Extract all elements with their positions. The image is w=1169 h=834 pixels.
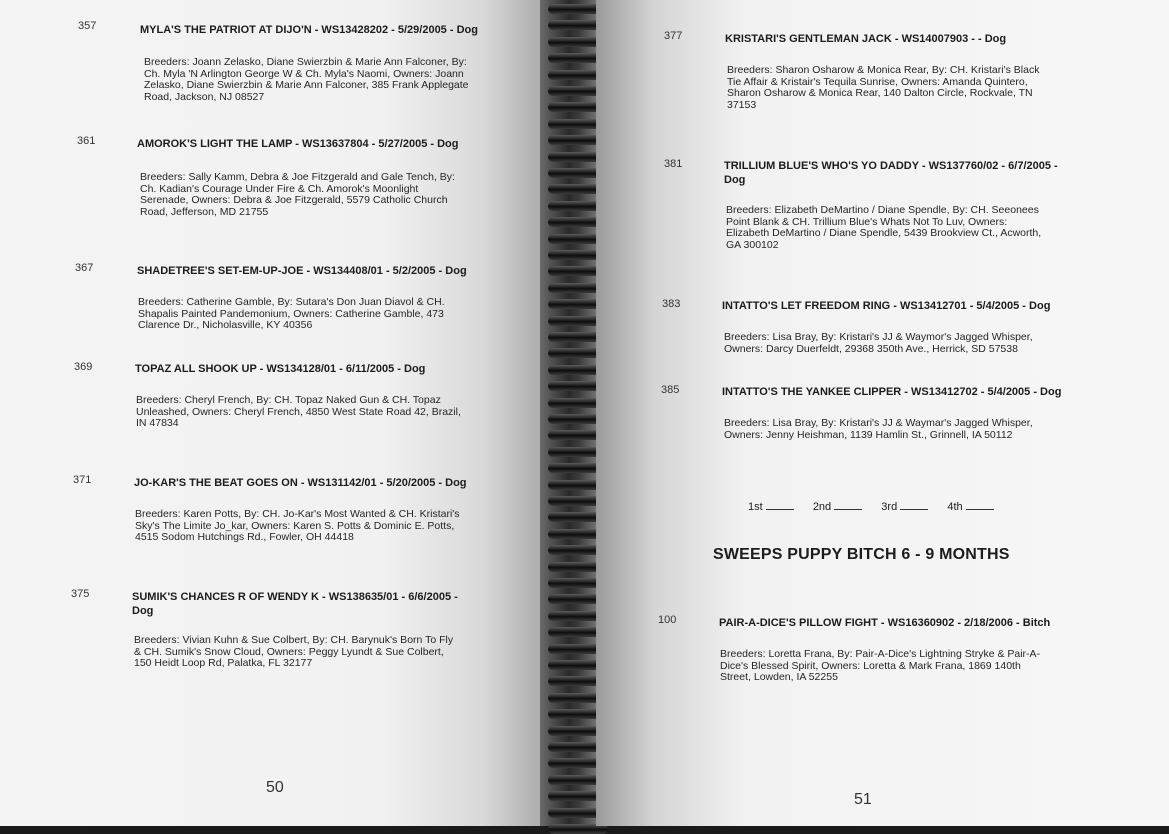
detail-line: Breeders: Cheryl French, By: CH. Topaz Naked Gun & CH. Topaz — [136, 394, 441, 406]
detail-line: Point Blank & CH. Trillium Blue's Whats Not To Luv, Owners: — [726, 215, 1008, 228]
detail-line: Breeders: Elizabeth DeMartino / Diane Spendle, By: CH. Seeonees — [726, 204, 1039, 216]
page-number: 51 — [854, 791, 872, 808]
entry-title: TOPAZ ALL SHOOK UP - WS134128/01 - 6/11/2005 - Dog — [135, 363, 426, 375]
detail-line: Ch. Myla 'N Arlington George W & Ch. Myla's Naomi, Owners: Joann — [144, 67, 464, 80]
entry-title: PAIR-A-DICE'S PILLOW FIGHT - WS16360902 - 2/18/2006 - Bitch — [719, 617, 1051, 629]
detail-line: 4515 Sodom Hutchings Rd., Fowler, OH 44418 — [135, 531, 354, 544]
detail-line: 150 Heidt Loop Rd, Palatka, FL 32177 — [134, 657, 313, 670]
detail-line: Breeders: Karen Potts, By: CH. Jo-Kar's Most Wanted & CH. Kristari's — [135, 508, 460, 520]
entry-number: 375 — [71, 588, 90, 600]
detail-line: Breeders: Vivian Kuhn & Sue Colbert, By: CH. Barynuk's Born To Fly — [134, 634, 454, 646]
detail-line: Owners: Jenny Heishman, 1139 Hamlin St., Grinnell, IA 50112 — [724, 428, 1013, 441]
detail-line: & CH. Sumik's Snow Cloud, Owners: Peggy Lyundt & Sue Colbert, — [134, 645, 444, 658]
entry-details — [138, 297, 498, 332]
entry-number: 369 — [74, 361, 93, 373]
detail-line: 37153 — [727, 98, 757, 111]
entry-title: INTATTO'S LET FREEDOM RING - WS13412701 - 5/4/2005 - Dog — [722, 300, 1051, 312]
detail-line: Street, Lowden, IA 52255 — [720, 671, 838, 684]
detail-line: Sky's The Limite Jo_kar, Owners: Karen S. Potts & Dominic E. Potts, — [135, 519, 455, 532]
detail-line: GA 300102 — [726, 238, 779, 251]
left-page — [0, 0, 548, 826]
detail-line: Owners: Darcy Duerfeldt, 29368 350th Ave., Herrick, SD 57538 — [724, 342, 1018, 355]
entry-details — [720, 649, 1100, 684]
placings-line — [748, 499, 994, 513]
detail-line: IN 47834 — [136, 417, 179, 430]
title-line: Dog — [724, 174, 746, 186]
entry-title: SHADETREE'S SET-EM-UP-JOE - WS134408/01 - 5/2/2005 - Dog — [137, 265, 467, 277]
detail-line: Road, Jefferson, MD 21755 — [140, 205, 269, 218]
entry-details — [724, 332, 1104, 355]
detail-line: Shapalis Painted Pandemonium, Owners: Catherine Gamble, 473 — [138, 307, 444, 320]
placing-blank — [900, 499, 928, 510]
detail-line: Dice's Blessed Spirit, Owners: Loretta & Mark Frana, 1869 140th — [720, 659, 1021, 672]
entry-number: 100 — [658, 614, 677, 626]
entry-number: 361 — [77, 135, 96, 147]
entry-details — [136, 395, 496, 430]
entry-number: 383 — [662, 298, 681, 310]
placing-third-label: 3rd — [881, 501, 898, 513]
placing-blank — [966, 499, 994, 510]
entry-details — [724, 418, 1104, 441]
title-line: TRILLIUM BLUE'S WHO'S YO DADDY - WS137760/02 - 6/7/2005 - — [724, 160, 1058, 172]
detail-line: Unleashed, Owners: Cheryl French, 4850 West State Road 42, Brazil, — [136, 405, 461, 418]
entry-details — [135, 509, 495, 544]
entry-number: 377 — [664, 30, 683, 42]
entry-number: 371 — [73, 474, 92, 486]
detail-line: Zelasko, Diane Swierzbin & Marie Ann Falconer, 385 Frank Applegate — [144, 79, 469, 92]
detail-line: Tie Affair & Kristair's Tequila Sunrise, Owners: Amanda Quintero, — [727, 75, 1028, 88]
entry-details — [144, 57, 504, 103]
detail-line: Breeders: Sally Kamm, Debra & Joe Fitzgerald and Gale Tench, By: — [140, 171, 455, 183]
entry-number: 367 — [75, 262, 94, 274]
detail-line: Breeders: Joann Zelasko, Diane Swierzbin & Marie Ann Falconer, By: — [144, 56, 467, 68]
entry-title — [724, 159, 1104, 187]
detail-line: Ch. Kadian's Courage Under Fire & Ch. Amorok's Moonlight — [140, 182, 419, 195]
right-page — [596, 0, 1169, 826]
detail-line: Breeders: Sharon Osharow & Monica Rear, By: CH. Kristari's Black — [727, 64, 1040, 76]
entry-number: 357 — [78, 20, 97, 32]
detail-line: Serenade, Owners: Debra & Joe Fitzgerald, 5579 Catholic Church — [140, 194, 448, 207]
detail-line: Breeders: Loretta Frana, By: Pair-A-Dice's Lightning Stryke & Pair-A- — [720, 648, 1041, 660]
entry-number: 381 — [664, 158, 683, 170]
entry-title: KRISTARI'S GENTLEMAN JACK - WS14007903 - - Dog — [725, 33, 1007, 45]
detail-line: Sharon Osharow & Monica Rear, 140 Dalton Circle, Rockvale, TN — [727, 87, 1033, 100]
placing-blank — [834, 499, 862, 510]
title-line: SUMIK'S CHANCES R OF WENDY K - WS138635/01 - 6/6/2005 - — [132, 591, 458, 603]
placing-second-label: 2nd — [812, 501, 832, 513]
class-heading: SWEEPS PUPPY BITCH 6 - 9 MONTHS — [713, 546, 1010, 563]
placing-blank — [766, 499, 794, 510]
entry-number: 385 — [661, 384, 680, 396]
detail-line: Breeders: Catherine Gamble, By: Sutara's Don Juan Diavol & CH. — [138, 296, 445, 308]
entry-details — [727, 65, 1087, 111]
entry-details — [726, 205, 1106, 251]
placing-first-label: 1st — [748, 501, 763, 513]
title-line: Dog — [132, 605, 154, 617]
entry-details — [140, 172, 500, 218]
page-number: 50 — [266, 779, 284, 796]
entry-title: JO-KAR'S THE BEAT GOES ON - WS131142/01 - 5/20/2005 - Dog — [134, 477, 467, 489]
placing-fourth-label: 4th — [947, 501, 963, 513]
entry-title — [132, 590, 512, 618]
detail-line: Breeders: Lisa Bray, By: Kristari's JJ & Waymor's Jagged Whisper, — [724, 331, 1033, 343]
detail-line: Elizabeth DeMartino / Diane Spendle, 5439 Brookview Ct., Acworth, — [726, 227, 1042, 240]
entry-details — [134, 635, 494, 670]
detail-line: Road, Jackson, NJ 08527 — [144, 90, 265, 103]
entry-title: AMOROK'S LIGHT THE LAMP - WS13637804 - 5/27/2005 - Dog — [137, 138, 459, 150]
entry-title: INTATTO'S THE YANKEE CLIPPER - WS13412702 - 5/4/2005 - Dog — [722, 386, 1062, 398]
entry-title: MYLA'S THE PATRIOT AT DIJO'N - WS13428202 - 5/29/2005 - Dog — [140, 24, 478, 36]
detail-line: Breeders: Lisa Bray, By: Kristari's JJ & Waymar's Jagged Whisper, — [724, 417, 1033, 429]
detail-line: Clarence Dr., Nicholasville, KY 40356 — [138, 319, 313, 332]
